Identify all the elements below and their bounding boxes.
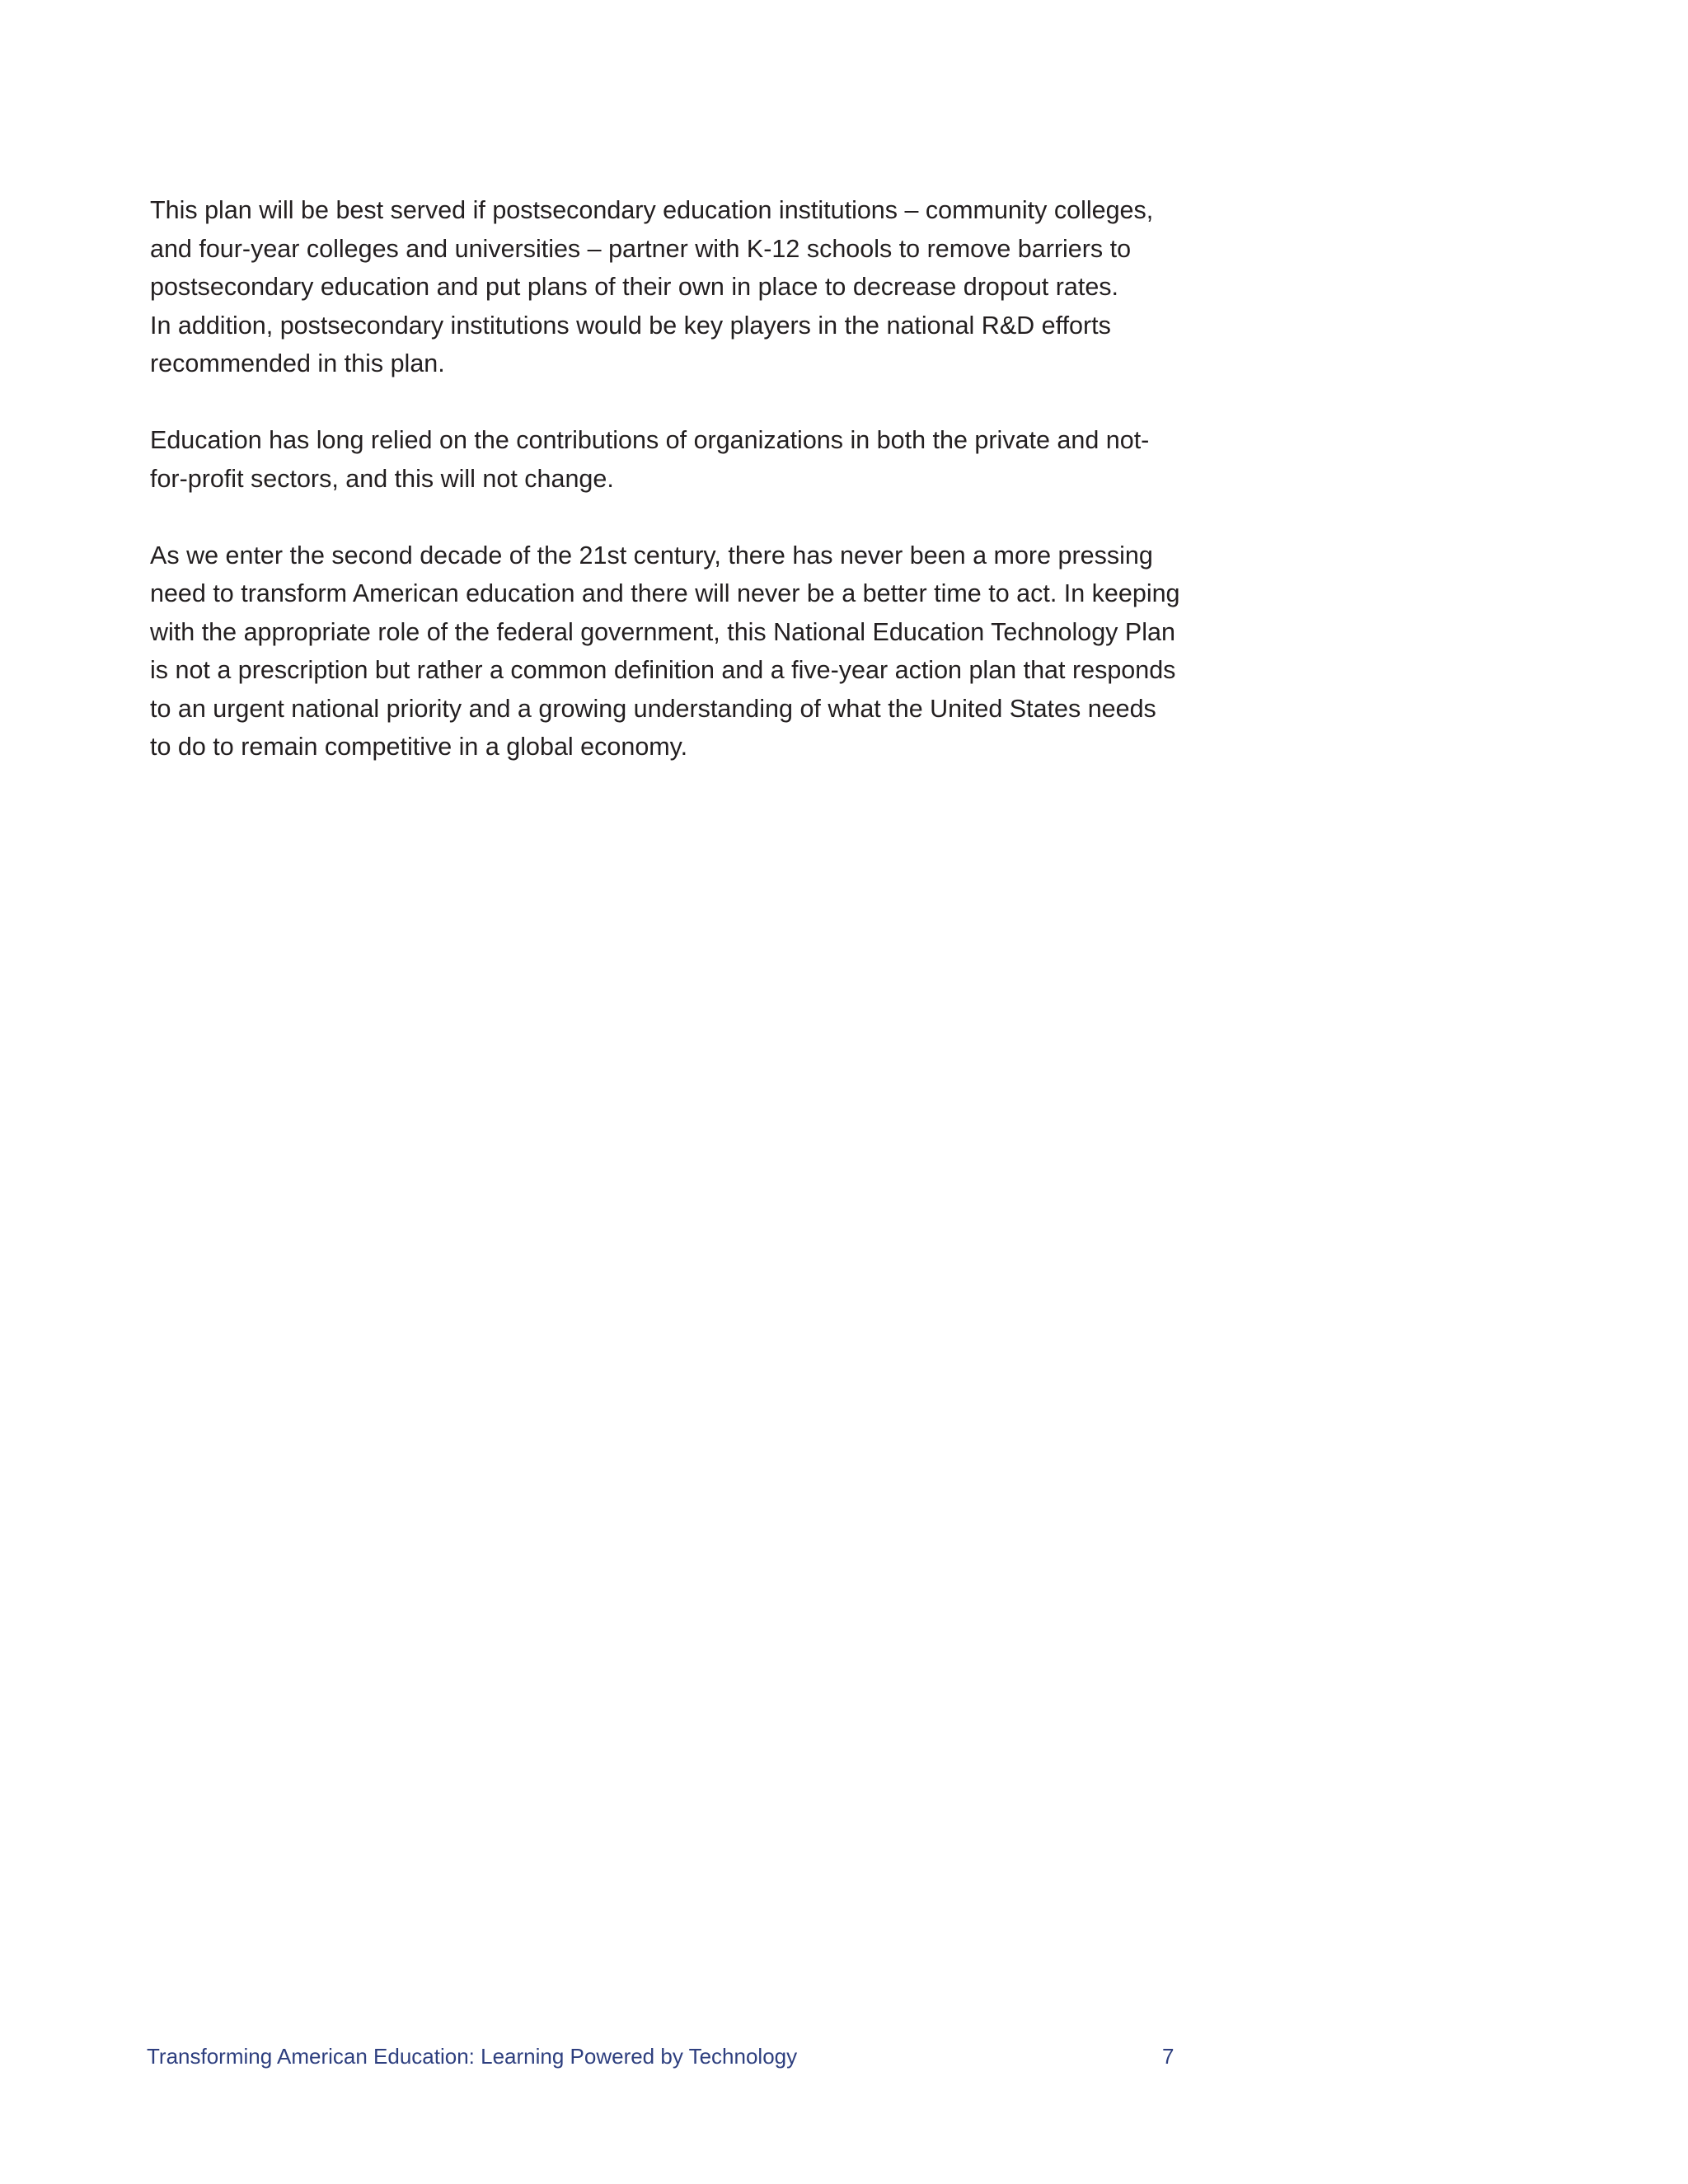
paragraph-line: need to transform American education and there will never be a better time to act. In keeping xyxy=(150,579,1180,607)
paragraph-line: to an urgent national priority and a growing understanding of what the United States needs xyxy=(150,694,1156,723)
paragraph-spacer xyxy=(150,498,1180,537)
footer-page-number: 7 xyxy=(1162,2044,1175,2069)
paragraph-spacer xyxy=(150,383,1180,422)
paragraph-1 xyxy=(150,191,1180,383)
paragraph-line: for-profit sectors, and this will not change. xyxy=(150,464,614,493)
paragraph-2 xyxy=(150,421,1180,498)
paragraph-line: with the appropriate role of the federal government, this National Education Technology Plan xyxy=(150,617,1175,646)
paragraph-line: In addition, postsecondary institutions would be key players in the national R&D efforts xyxy=(150,311,1111,340)
paragraph-line: recommended in this plan. xyxy=(150,349,445,377)
footer-document-title: Transforming American Education: Learning Powered by Technology xyxy=(147,2044,798,2069)
paragraph-line: to do to remain competitive in a global economy. xyxy=(150,733,688,761)
paragraph-3 xyxy=(150,537,1180,766)
paragraph-line: Education has long relied on the contributions of organizations in both the private and not- xyxy=(150,426,1150,454)
paragraph-line: postsecondary education and put plans of their own in place to decrease dropout rates. xyxy=(150,273,1119,301)
paragraph-line: As we enter the second decade of the 21st century, there has never been a more pressing xyxy=(150,541,1153,569)
paragraph-line: and four-year colleges and universities – partner with K-12 schools to remove barriers to xyxy=(150,234,1132,263)
body-text xyxy=(150,191,1180,766)
paragraph-line: This plan will be best served if postsecondary education institutions – community colleges, xyxy=(150,196,1154,224)
paragraph-line: is not a prescription but rather a common definition and a five-year action plan that responds xyxy=(150,656,1176,684)
